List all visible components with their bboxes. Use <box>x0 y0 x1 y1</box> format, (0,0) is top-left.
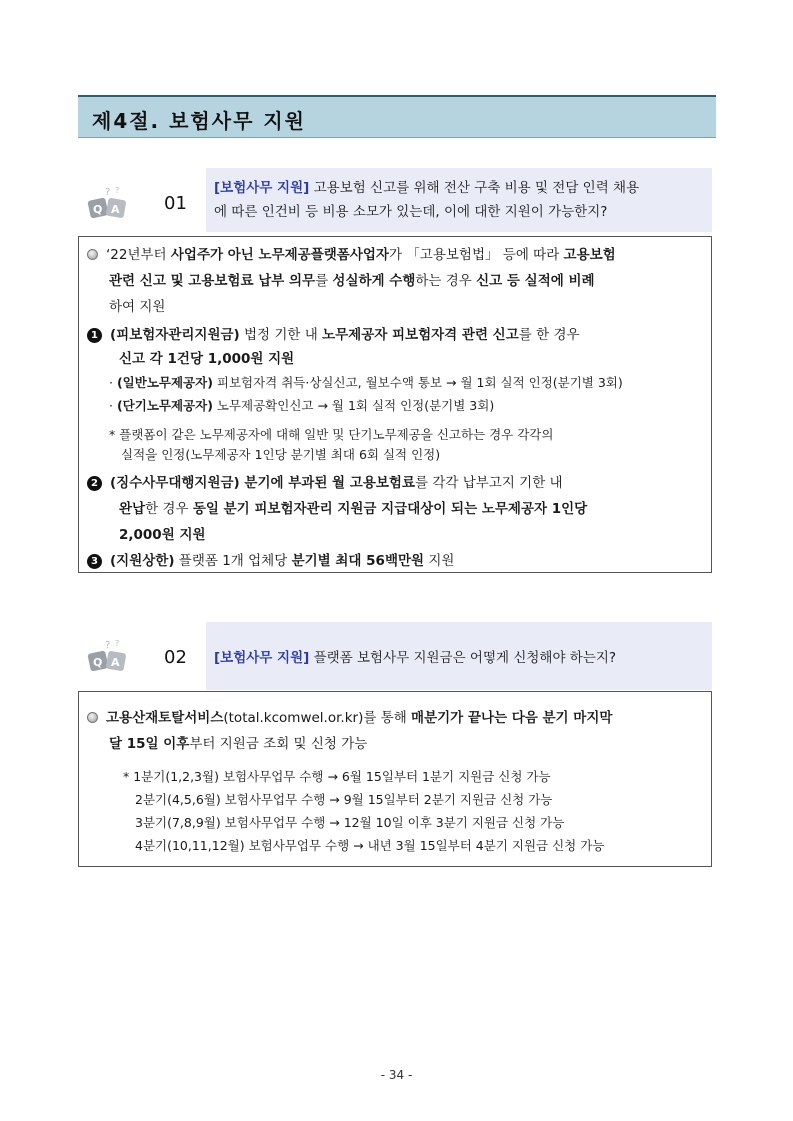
qa-icon <box>87 638 131 676</box>
number-3-icon: 3 <box>87 554 102 569</box>
item-2 <box>87 471 563 491</box>
text-run: 노무제공자 피보험자격 관련 신고 <box>322 327 519 343</box>
page-number: - 34 - <box>380 1068 413 1082</box>
text-run: 하는 경우 <box>415 273 477 289</box>
question-box <box>206 622 712 690</box>
item-1 <box>87 323 580 343</box>
number-1-icon: 1 <box>87 328 102 343</box>
text-run: 완납 <box>119 501 146 517</box>
schedule-note-4: 4분기(10,11,12월) 보험사무업무 수행 → 내년 3월 15일부터 4분기 지원금 신청 가능 <box>135 838 605 853</box>
text-run: (total.kcomwel.or.kr)를 통해 <box>223 710 412 726</box>
svg-text:?: ? <box>115 186 120 195</box>
sub-item-general <box>109 373 623 391</box>
section-header <box>78 95 716 138</box>
bullet-icon <box>87 712 98 723</box>
item-3 <box>87 549 454 569</box>
text-run: 고용보험 <box>563 247 616 263</box>
answer-box-2 <box>78 691 712 867</box>
text-run: (지원상한) <box>110 553 175 569</box>
text-run: 부터 지원금 조회 및 신청 가능 <box>189 736 368 752</box>
svg-text:A: A <box>111 656 120 669</box>
text-run: 성실하게 수행 <box>332 273 416 289</box>
question-text-cont: 에 따른 인건비 등 비용 소모가 있는데, 이에 대한 지원이 가능한지? <box>214 204 608 220</box>
text-run: 부터 <box>140 247 171 263</box>
item-2-line-2 <box>119 497 587 517</box>
section-title: 제4절. 보험사무 지원 <box>92 109 306 133</box>
svg-text:Q: Q <box>93 203 103 216</box>
svg-text:A: A <box>111 203 120 216</box>
text-run: 한 경우 <box>145 501 193 517</box>
answer-intro-line-3: 하여 지원 <box>109 299 166 315</box>
text-run: 동일 분기 피보험자관리 지원금 지급대상이 되는 노무제공자 1인당 <box>192 501 588 517</box>
text-run: ‘22년 <box>106 247 141 263</box>
text-run: (단기노무제공자) <box>116 398 213 413</box>
answer-box-1 <box>78 236 712 573</box>
schedule-note-1: * 1분기(1,2,3월) 보험사무업무 수행 → 6월 15일부터 1분기 지원금 신청 가능 <box>123 769 551 784</box>
question-text: 고용보험 신고를 위해 전산 구축 비용 및 전담 인력 채용 <box>309 180 640 196</box>
schedule-note-3: 3분기(7,8,9월) 보험사무업무 수행 → 12월 10일 이후 3분기 지원금 신청 가능 <box>135 815 565 830</box>
text-run: (일반노무제공자) <box>116 375 213 390</box>
note-line-1: * 플랫폼이 같은 노무제공자에 대해 일반 및 단기노무제공을 신고하는 경우 각각의 <box>109 427 554 442</box>
svg-text:?: ? <box>105 187 111 198</box>
text-run: 를 한 경우 <box>518 327 580 343</box>
text-run: 매분기가 끝나는 다음 분기 마지막 <box>411 710 613 726</box>
text-run: 피보험자격 취득·상실신고, 월보수액 통보 → 월 1회 실적 인정(분기별 3회) <box>212 375 623 390</box>
item-2-line-3: 2,000원 지원 <box>119 527 206 543</box>
text-run: 법정 기한 내 <box>239 327 323 343</box>
text-run: 관련 신고 및 고용보험료 납부 의무 <box>109 273 316 289</box>
answer-intro-line-2 <box>109 269 595 289</box>
qa-icon <box>87 185 131 223</box>
text-run: 고용산재토탈서비스 <box>106 710 224 726</box>
text-run: 플랫폼 1개 업체당 <box>174 553 292 569</box>
schedule-note-2: 2분기(4,5,6월) 보험사무업무 수행 → 9월 15일부터 2분기 지원금 신청 가능 <box>135 792 553 807</box>
sub-item-short-term <box>109 396 494 414</box>
text-run: 노무제공확인신고 → 월 1회 실적 인정(분기별 3회) <box>212 398 495 413</box>
text-run: (징수사무대행지원금) 분기에 부과된 월 고용보험료 <box>110 475 415 491</box>
answer-intro-line <box>87 243 616 263</box>
answer-line-1 <box>87 706 612 726</box>
number-2-icon: 2 <box>87 476 102 491</box>
text-run: · <box>109 375 117 390</box>
item-1-line-2: 신고 각 1건당 1,000원 지원 <box>119 351 295 367</box>
question-number: 01 <box>164 193 187 214</box>
text-run: (피보험자관리지원금) <box>110 327 240 343</box>
question-tag: [보험사무 지원] <box>214 180 310 196</box>
question-number: 02 <box>164 647 187 668</box>
text-run: · <box>109 398 117 413</box>
svg-text:?: ? <box>105 640 111 651</box>
answer-line-2 <box>109 732 367 752</box>
question-box <box>206 168 712 232</box>
question-tag: [보험사무 지원] <box>214 650 310 666</box>
text-run: 를 각각 납부고지 기한 내 <box>415 475 563 491</box>
question-text: 플랫폼 보험사무 지원금은 어떻게 신청해야 하는지? <box>309 650 617 666</box>
text-run: 지원 <box>424 553 455 569</box>
svg-text:Q: Q <box>93 656 103 669</box>
text-run: 를 <box>315 273 333 289</box>
bullet-icon <box>87 249 98 260</box>
note-line-2: 실적을 인정(노무제공자 1인당 분기별 최대 6회 실적 인정) <box>121 447 441 462</box>
text-run: 분기별 최대 56백만원 <box>291 553 425 569</box>
text-run: 달 15일 이후 <box>109 736 190 752</box>
text-run: 가 「고용보험법」 등에 따라 <box>388 247 564 263</box>
text-run: 사업주가 아닌 노무제공플랫폼사업자 <box>170 247 389 263</box>
text-run: 신고 등 실적에 비례 <box>476 273 595 289</box>
svg-text:?: ? <box>115 639 120 648</box>
